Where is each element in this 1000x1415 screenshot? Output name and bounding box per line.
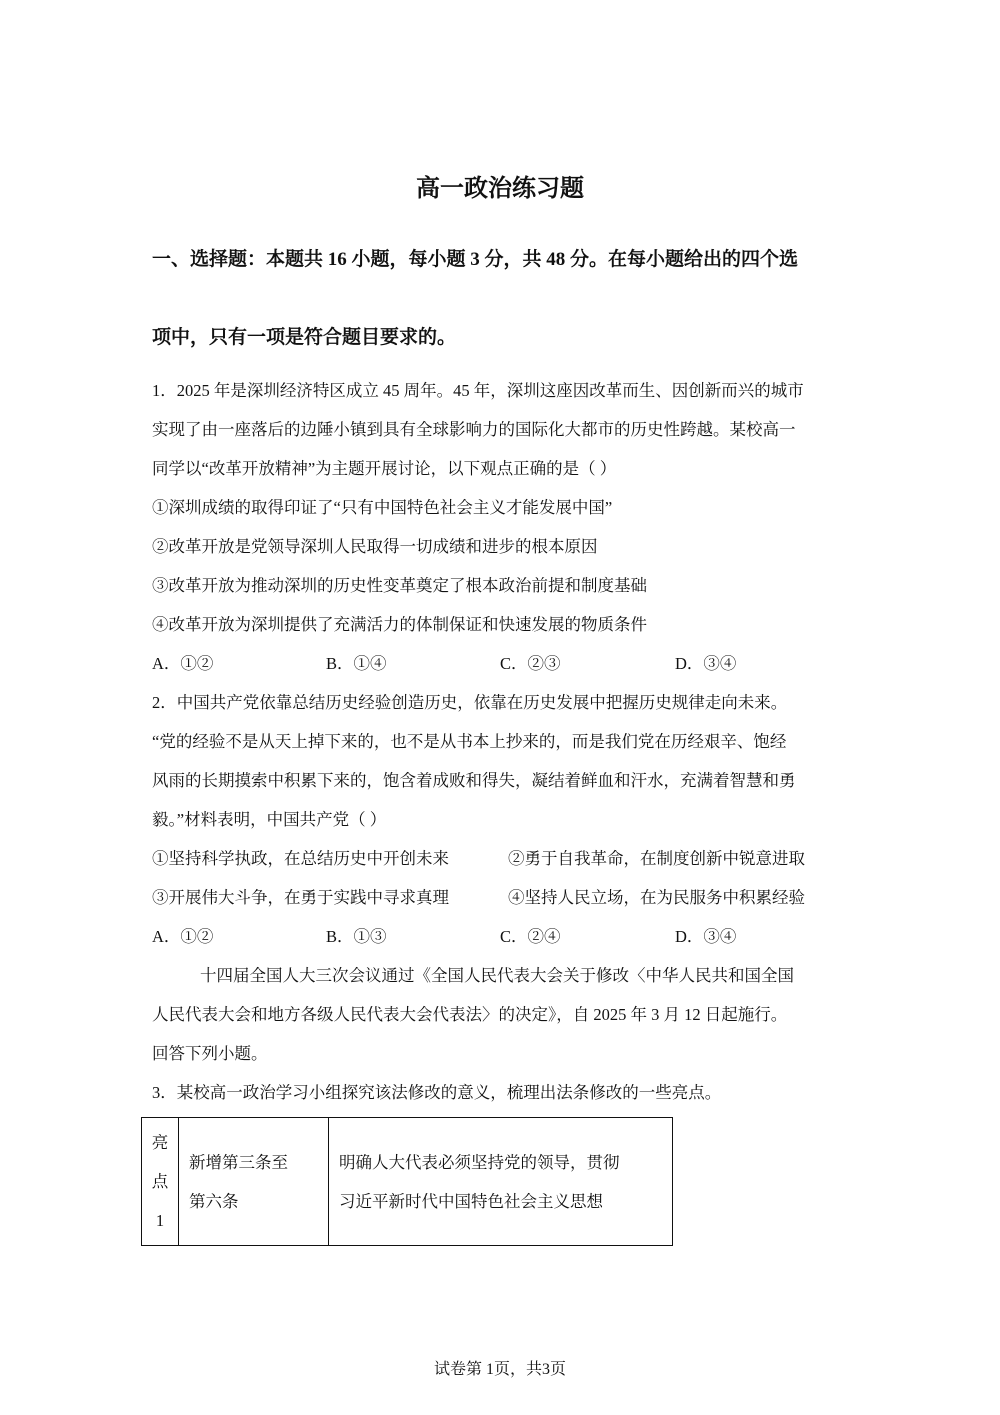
section-heading-line-2: 项中，只有一项是符合题目要求的。 (152, 327, 457, 348)
material-line: 回答下列小题。 (152, 1044, 268, 1063)
statement-3: ③改革开放为推动深圳的历史性变革奠定了根本政治前提和制度基础 (152, 576, 647, 595)
question-stem-line: 同学以“改革开放精神”为主题开展讨论，以下观点正确的是（ ） (152, 459, 617, 478)
option-c: C．②④ (500, 927, 561, 946)
question-stem-line: 实现了由一座落后的边陲小镇到具有全球影响力的国际化大都市的历史性跨越。某校高一 (152, 420, 796, 439)
option-c: C．②③ (500, 654, 561, 673)
section-heading-line-1: 一、选择题：本题共 16 小题，每小题 3 分，共 48 分。在每小题给出的四个选 (152, 249, 799, 270)
statement-4: ④坚持人民立场，在为民服务中积累经验 (508, 888, 805, 907)
page-footer: 试卷第 1页，共3页 (433, 1361, 566, 1378)
option-b: B．①④ (326, 654, 387, 673)
table-cell-article (179, 1118, 329, 1246)
material-line: 人民代表大会和地方各级人民代表大会代表法〉的决定》，自 2025 年 3 月 12 日起施行。 (152, 1005, 788, 1024)
question-stem-line: 风雨的长期摸索中积累下来的，饱含着成败和得失，凝结着鲜血和汗水，充满着智慧和勇 (152, 771, 796, 790)
cell-line: 亮 (151, 1133, 169, 1152)
option-b: B．①③ (326, 927, 387, 946)
question-stem-line: 毅。”材料表明，中国共产党（ ） (152, 810, 387, 829)
option-a: A．①② (152, 927, 214, 946)
statement-2: ②改革开放是党领导深圳人民取得一切成绩和进步的根本原因 (152, 537, 598, 556)
cell-line: 习近平新时代中国特色社会主义思想 (339, 1191, 603, 1211)
option-d: D．③④ (675, 927, 737, 946)
page-title: 高一政治练习题 (416, 176, 584, 202)
cell-line: 第六条 (189, 1191, 239, 1211)
table-cell-label (142, 1118, 179, 1246)
statement-2: ②勇于自我革命，在制度创新中锐意进取 (508, 849, 805, 868)
statement-4: ④改革开放为深圳提供了充满活力的体制保证和快速发展的物质条件 (152, 615, 647, 634)
cell-line: 明确人大代表必须坚持党的领导，贯彻 (339, 1152, 620, 1172)
material-line: 十四届全国人大三次会议通过《全国人民代表大会关于修改〈中华人民共和国全国 (200, 966, 794, 985)
cell-line: 新增第三条至 (189, 1152, 288, 1172)
highlights-table (141, 1117, 673, 1246)
question-stem-line: “党的经验不是从天上掉下来的，也不是从书本上抄来的，而是我们党在历经艰辛、饱经 (152, 732, 787, 751)
option-d: D．③④ (675, 654, 737, 673)
cell-line: 1 (155, 1211, 165, 1230)
question-stem-line: 2．中国共产党依靠总结历史经验创造历史，依靠在历史发展中把握历史规律走向未来。 (152, 693, 788, 712)
table-row (142, 1118, 673, 1246)
table-cell-content (329, 1118, 673, 1246)
cell-line: 点 (151, 1172, 169, 1191)
question-3-stem: 3．某校高一政治学习小组探究该法修改的意义，梳理出法条修改的一些亮点。 (152, 1083, 722, 1102)
option-a: A．①② (152, 654, 214, 673)
statement-1: ①坚持科学执政，在总结历史中开创未来 (152, 849, 449, 868)
statement-3: ③开展伟大斗争，在勇于实践中寻求真理 (152, 888, 449, 907)
statement-1: ①深圳成绩的取得印证了“只有中国特色社会主义才能发展中国” (152, 498, 613, 517)
question-stem-line: 1．2025 年是深圳经济特区成立 45 周年。45 年，深圳这座因改革而生、因创新而兴的城市 (152, 381, 804, 400)
